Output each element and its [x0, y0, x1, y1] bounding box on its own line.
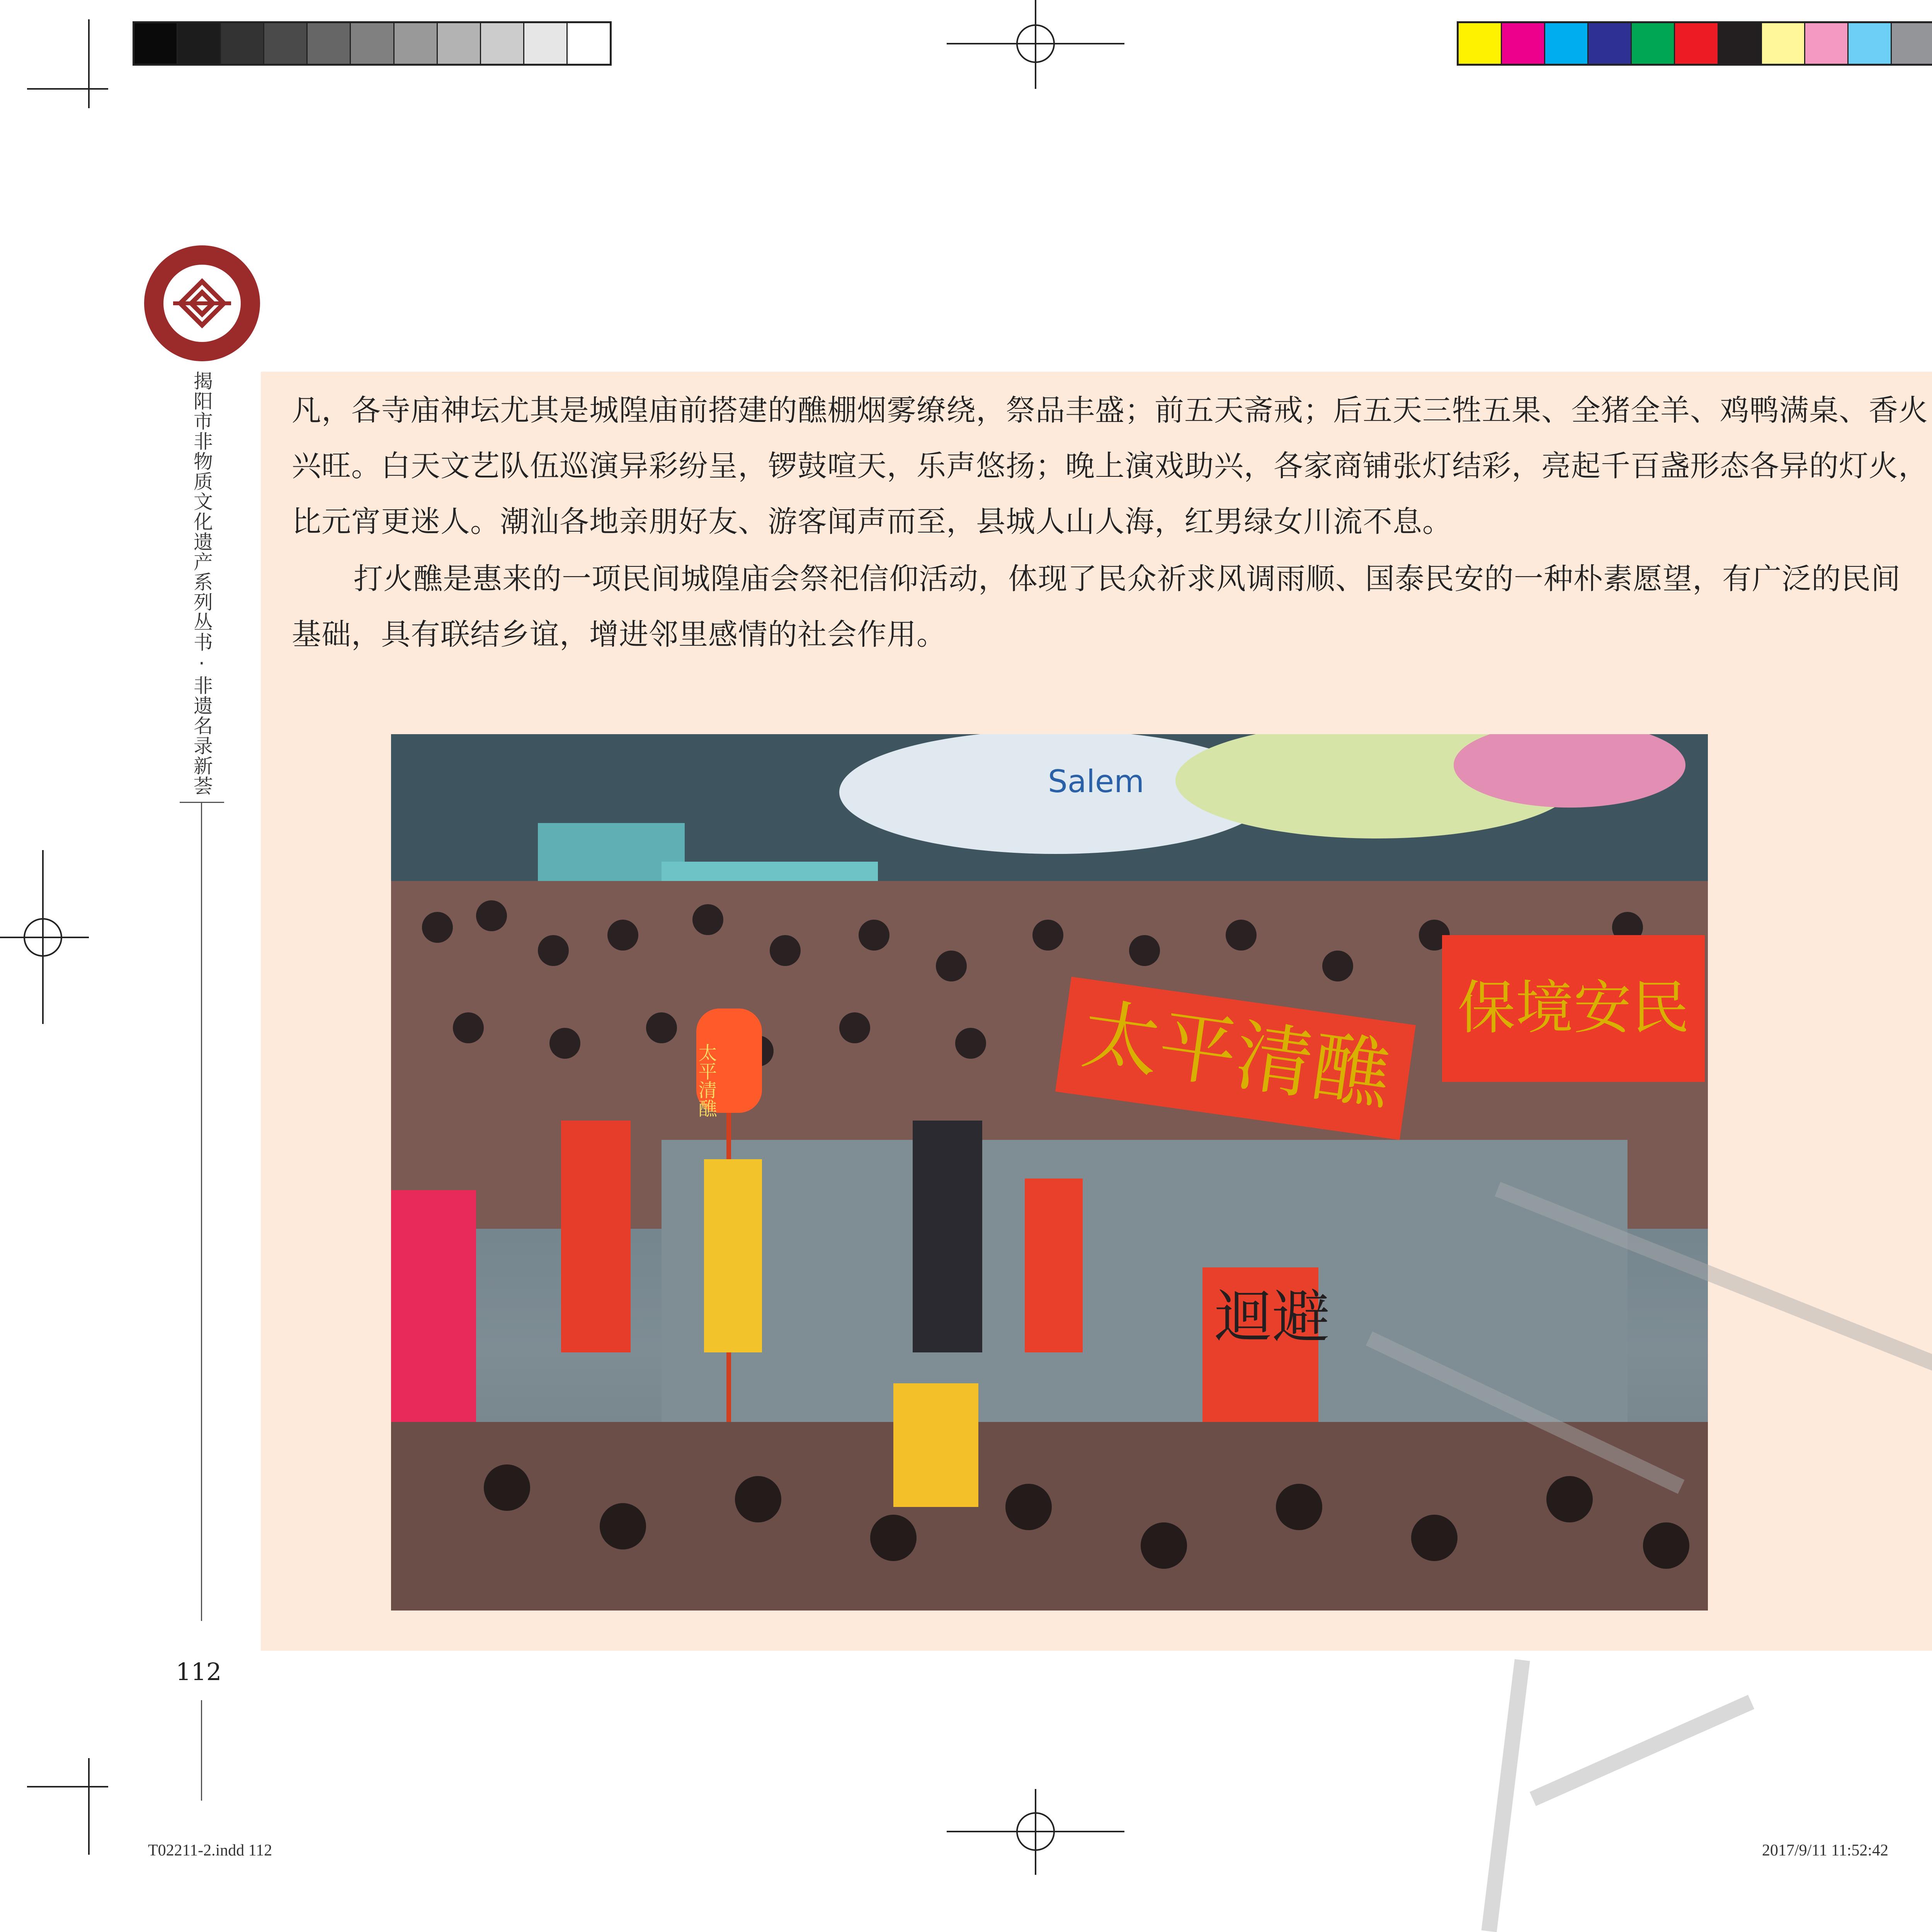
crop-mark [88, 1758, 90, 1855]
footer-timestamp: 2017/9/11 11:52:42 [1762, 1842, 1889, 1859]
color-swatch [438, 23, 481, 64]
color-swatch [134, 23, 178, 64]
color-swatch [1675, 23, 1718, 64]
registration-line [0, 937, 89, 938]
margin-rule [201, 1700, 202, 1801]
color-swatch [1719, 23, 1762, 64]
heritage-logo [144, 245, 260, 361]
color-swatch [1632, 23, 1675, 64]
banner-right-text: 保境安民 [1458, 975, 1690, 1042]
registration-line [42, 850, 44, 1024]
margin-rule [201, 802, 202, 1621]
crop-mark [27, 88, 108, 90]
color-swatch [1545, 23, 1588, 64]
crop-mark [27, 1786, 108, 1787]
color-swatch [1805, 23, 1849, 64]
color-swatch [568, 23, 610, 64]
color-swatch [1502, 23, 1545, 64]
color-swatch [1892, 23, 1932, 64]
series-title: 揭阳市非物质文化遗产系列丛书·非遗名录新荟 [190, 371, 213, 796]
cmyk-color-bar [1457, 21, 1932, 66]
child-performer [1025, 1179, 1083, 1352]
color-swatch [1459, 23, 1502, 64]
crop-mark [88, 19, 90, 108]
footer-filename: T02211-2.indd 112 [148, 1842, 272, 1859]
costumed-performer [561, 1121, 631, 1352]
color-swatch [308, 23, 351, 64]
body-paragraph-2: 打火醮是惠来的一项民间城隍庙会祭祀信仰活动，体现了民众祈求风调雨顺、国泰民安的一种朴素愿望，有广泛的民间基础，具有联结乡谊，增进邻里感情的社会作用。 [292, 561, 1901, 651]
sign-text: 迴避 [1214, 1284, 1330, 1351]
umbrella-label: Salem [1048, 764, 1145, 799]
lantern-text: 太平清醮 [695, 1043, 717, 1117]
child-in-yellow [704, 1159, 762, 1352]
grayscale-color-bar [133, 21, 612, 66]
color-swatch [395, 23, 438, 64]
heritage-logo-emblem-icon [163, 265, 241, 342]
performer-in-gold [893, 1383, 978, 1507]
color-swatch [1588, 23, 1632, 64]
color-swatch [524, 23, 568, 64]
margin-rule-tick [180, 802, 224, 803]
color-swatch [178, 23, 221, 64]
color-swatch [481, 23, 524, 64]
color-swatch [351, 23, 394, 64]
body-paragraph-1: 凡，各寺庙神坛尤其是城隍庙前搭建的醮棚烟雾缭绕，祭品丰盛；前五天斋戒；后五天三牲五果、全猪全羊、鸡鸭满桌、香火兴旺。白天文艺队伍巡演异彩纷呈，锣鼓喧天，乐声悠扬；晚上演戏助兴，各家商铺张灯结彩，亮起千百盏形态各异的灯火，比元宵更迷人。潮汕各地亲朋好友、游客闻声而至，县城人山人海，红男绿女川流不息。 [292, 393, 1928, 539]
registration-line [1035, 1789, 1036, 1875]
color-swatch [264, 23, 308, 64]
registration-line [1035, 0, 1036, 89]
color-swatch [1762, 23, 1805, 64]
color-swatch [1849, 23, 1892, 64]
man-in-dark [913, 1121, 982, 1352]
banner-main-text: 太平清醮 [1077, 989, 1395, 1121]
page-number: 112 [176, 1658, 222, 1686]
color-swatch [221, 23, 264, 64]
banner-left [391, 1190, 476, 1422]
